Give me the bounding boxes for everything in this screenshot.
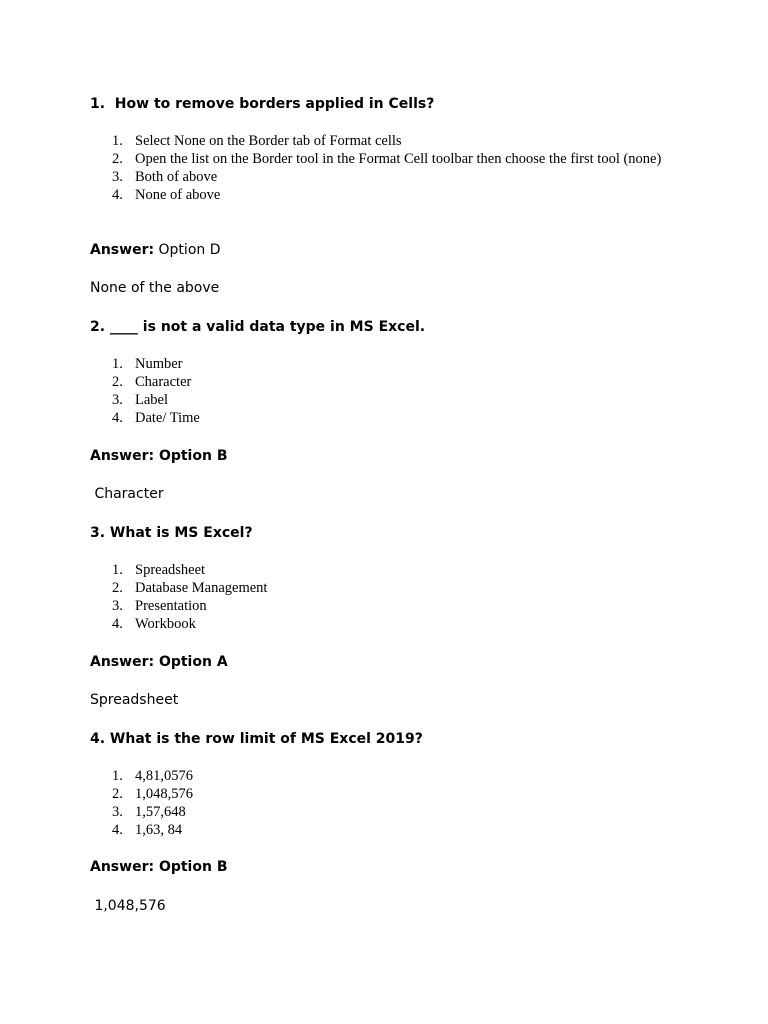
question-1-options (90, 132, 690, 204)
option-text: None of above (135, 187, 221, 203)
option-number: 1. (112, 356, 123, 372)
question-4-explanation: 1,048,576 (90, 898, 166, 914)
option-number: 3. (112, 598, 123, 614)
option-text: Presentation (135, 598, 207, 614)
question-3-explanation: Spreadsheet (90, 692, 179, 708)
option-text: 1,048,576 (135, 786, 193, 802)
option-text: Date/ Time (135, 410, 200, 426)
question-1-explanation: None of the above (90, 280, 220, 296)
option-number: 2. (112, 786, 123, 802)
option-item (90, 767, 690, 785)
option-item (90, 373, 690, 391)
option-number: 2. (112, 151, 123, 167)
option-item (90, 785, 690, 803)
question-3-title: 3. What is MS Excel? (90, 525, 253, 541)
option-number: 2. (112, 580, 123, 596)
question-1-answer (90, 241, 220, 259)
question-4-answer: Answer: Option B (90, 859, 228, 875)
option-item (90, 150, 690, 168)
option-text: 4,81,0576 (135, 768, 193, 784)
question-2-options (90, 355, 690, 427)
option-item (90, 168, 690, 186)
option-text: Workbook (135, 616, 196, 632)
question-3-answer: Answer: Option A (90, 654, 228, 670)
option-text: 1,63, 84 (135, 822, 183, 838)
option-number: 4. (112, 822, 123, 838)
option-number: 4. (112, 187, 123, 203)
option-item (90, 391, 690, 409)
option-item (90, 579, 690, 597)
option-number: 4. (112, 616, 123, 632)
option-text: Both of above (135, 169, 218, 185)
option-item (90, 132, 690, 150)
option-item (90, 355, 690, 373)
option-number: 3. (112, 169, 123, 185)
option-text: Select None on the Border tab of Format cells (135, 133, 402, 149)
question-4-title: 4. What is the row limit of MS Excel 2019? (90, 731, 423, 747)
answer-label: Answer: (90, 242, 155, 258)
option-item (90, 821, 690, 839)
option-number: 3. (112, 804, 123, 820)
question-3-options (90, 561, 690, 633)
option-text: Label (135, 392, 169, 408)
question-2-title: 2. ____ is not a valid data type in MS Excel. (90, 319, 426, 335)
option-item (90, 561, 690, 579)
option-number: 3. (112, 392, 123, 408)
question-2-answer: Answer: Option B (90, 448, 228, 464)
question-2-explanation: Character (90, 486, 164, 502)
option-number: 1. (112, 133, 123, 149)
option-text: Number (135, 356, 183, 372)
option-text: 1,57,648 (135, 804, 186, 820)
question-1-title: 1. How to remove borders applied in Cells? (90, 96, 435, 112)
option-number: 4. (112, 410, 123, 426)
option-text: Open the list on the Border tool in the Format Cell toolbar then choose the first tool (none) (135, 151, 662, 167)
option-item (90, 409, 690, 427)
option-text: Database Management (135, 580, 268, 596)
option-text: Character (135, 374, 192, 390)
option-item (90, 186, 690, 204)
option-item (90, 597, 690, 615)
option-number: 2. (112, 374, 123, 390)
option-number: 1. (112, 562, 123, 578)
option-item (90, 803, 690, 821)
answer-value: Option D (154, 242, 221, 258)
option-number: 1. (112, 768, 123, 784)
question-4-options (90, 767, 690, 839)
option-item (90, 615, 690, 633)
option-text: Spreadsheet (135, 562, 206, 578)
